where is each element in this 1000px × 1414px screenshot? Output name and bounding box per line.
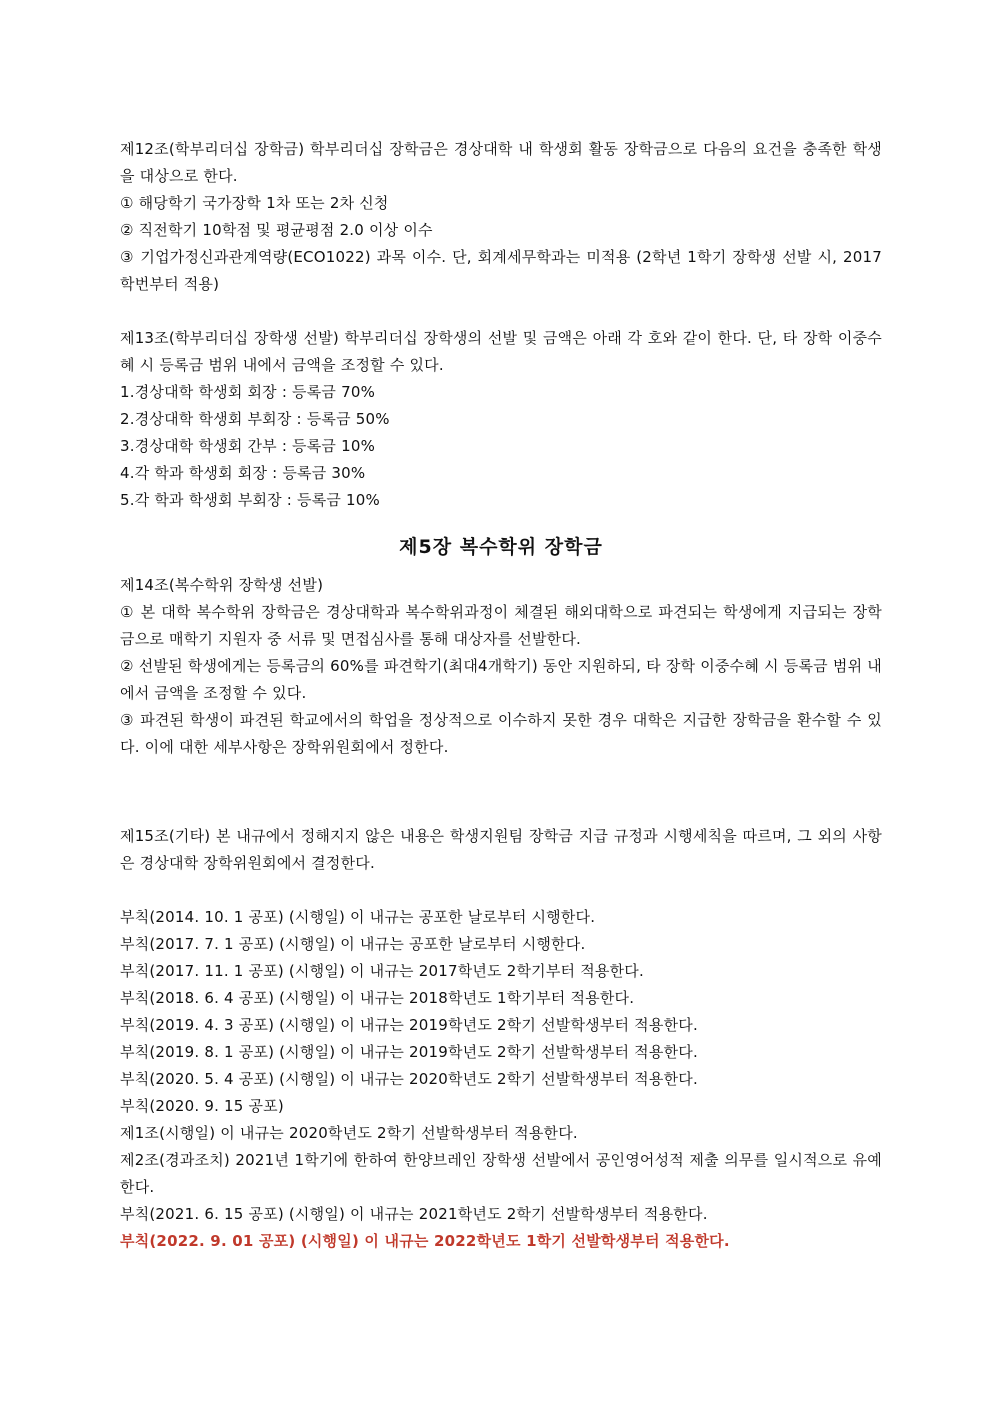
chapter-5-heading: 제5장 복수학위 장학금 xyxy=(399,536,603,558)
addendum-2017-07: 부칙(2017. 7. 1 공포) (시행일) 이 내규는 공포한 날로부터 시행한다. xyxy=(120,935,586,953)
addendum-2022-highlighted: 부칙(2022. 9. 01 공포) (시행일) 이 내규는 2022학년도 1학기 선발학생부터 적용한다. xyxy=(120,1232,730,1250)
article-12-title: 제12조(학부리더십 장학금) 학부리더십 장학금은 경상대학 내 학생회 활동 장학금으로 다음의 요건을 충족한 학생을 대상으로 한다. xyxy=(120,140,882,185)
addendum-2020-09-art2: 제2조(경과조치) 2021년 1학기에 한하여 한양브레인 장학생 선발에서 공인영어성적 제출 의무를 일시적으로 유예한다. xyxy=(120,1151,882,1196)
addendum-2020-09-art1: 제1조(시행일) 이 내규는 2020학년도 2학기 선발학생부터 적용한다. xyxy=(120,1124,578,1142)
addendum-2020-05: 부칙(2020. 5. 4 공포) (시행일) 이 내규는 2020학년도 2학기 선발학생부터 적용한다. xyxy=(120,1070,698,1088)
article-14-title: 제14조(복수학위 장학생 선발) xyxy=(120,576,324,594)
article-14-item-3: ③ 파견된 학생이 파견된 학교에서의 학업을 정상적으로 이수하지 못한 경우 대학은 지급한 장학금을 환수할 수 있다. 이에 대한 세부사항은 장학위원회에서 정한다. xyxy=(120,711,882,756)
article-13-item-3: 3.경상대학 학생회 간부 : 등록금 10% xyxy=(120,437,376,455)
article-14 xyxy=(120,572,882,761)
article-13-item-5: 5.각 학과 학생회 부회장 : 등록금 10% xyxy=(120,491,380,509)
article-12-item-1: ① 해당학기 국가장학 1차 또는 2차 신청 xyxy=(120,194,389,212)
article-13-item-2: 2.경상대학 학생회 부회장 : 등록금 50% xyxy=(120,410,390,428)
article-13-item-4: 4.각 학과 학생회 회장 : 등록금 30% xyxy=(120,464,366,482)
article-13-item-1: 1.경상대학 학생회 회장 : 등록금 70% xyxy=(120,383,376,401)
article-12 xyxy=(120,136,882,298)
article-13 xyxy=(120,325,882,514)
addendum-2014: 부칙(2014. 10. 1 공포) (시행일) 이 내규는 공포한 날로부터 시행한다. xyxy=(120,908,596,926)
article-13-title: 제13조(학부리더십 장학생 선발) 학부리더십 장학생의 선발 및 금액은 아래 각 호와 같이 한다. 단, 타 장학 이중수혜 시 등록금 범위 내에서 금액을 조정할 수 있다. xyxy=(120,329,882,374)
article-12-item-2: ② 직전학기 10학점 및 평균평점 2.0 이상 이수 xyxy=(120,221,433,239)
addendum-2017-11: 부칙(2017. 11. 1 공포) (시행일) 이 내규는 2017학년도 2학기부터 적용한다. xyxy=(120,962,644,980)
addendum-2019-08: 부칙(2019. 8. 1 공포) (시행일) 이 내규는 2019학년도 2학기 선발학생부터 적용한다. xyxy=(120,1043,698,1061)
article-14-item-2: ② 선발된 학생에게는 등록금의 60%를 파견학기(최대4개학기) 동안 지원하되, 타 장학 이중수혜 시 등록금 범위 내에서 금액을 조정할 수 있다. xyxy=(120,657,882,702)
addendum-2020-09: 부칙(2020. 9. 15 공포) xyxy=(120,1097,284,1115)
article-14-item-1: ① 본 대학 복수학위 장학금은 경상대학과 복수학위과정이 체결된 해외대학으로 파견되는 학생에게 지급되는 장학금으로 매학기 지원자 중 서류 및 면접심사를 통해 대상자를 선발한다. xyxy=(120,603,882,648)
article-15: 제15조(기타) 본 내규에서 정해지지 않은 내용은 학생지원팀 장학금 지급 규정과 시행세칙을 따르며, 그 외의 사항은 경상대학 장학위원회에서 결정한다. xyxy=(120,827,882,872)
article-12-item-3: ③ 기업가정신과관계역량(ECO1022) 과목 이수. 단, 회계세무학과는 미적용 (2학년 1학기 장학생 선발 시, 2017학번부터 적용) xyxy=(120,248,882,293)
addendum-2019-04: 부칙(2019. 4. 3 공포) (시행일) 이 내규는 2019학년도 2학기 선발학생부터 적용한다. xyxy=(120,1016,698,1034)
addenda xyxy=(120,904,882,1255)
addendum-2018: 부칙(2018. 6. 4 공포) (시행일) 이 내규는 2018학년도 1학기부터 적용한다. xyxy=(120,989,635,1007)
addendum-2021: 부칙(2021. 6. 15 공포) (시행일) 이 내규는 2021학년도 2학기 선발학생부터 적용한다. xyxy=(120,1205,708,1223)
